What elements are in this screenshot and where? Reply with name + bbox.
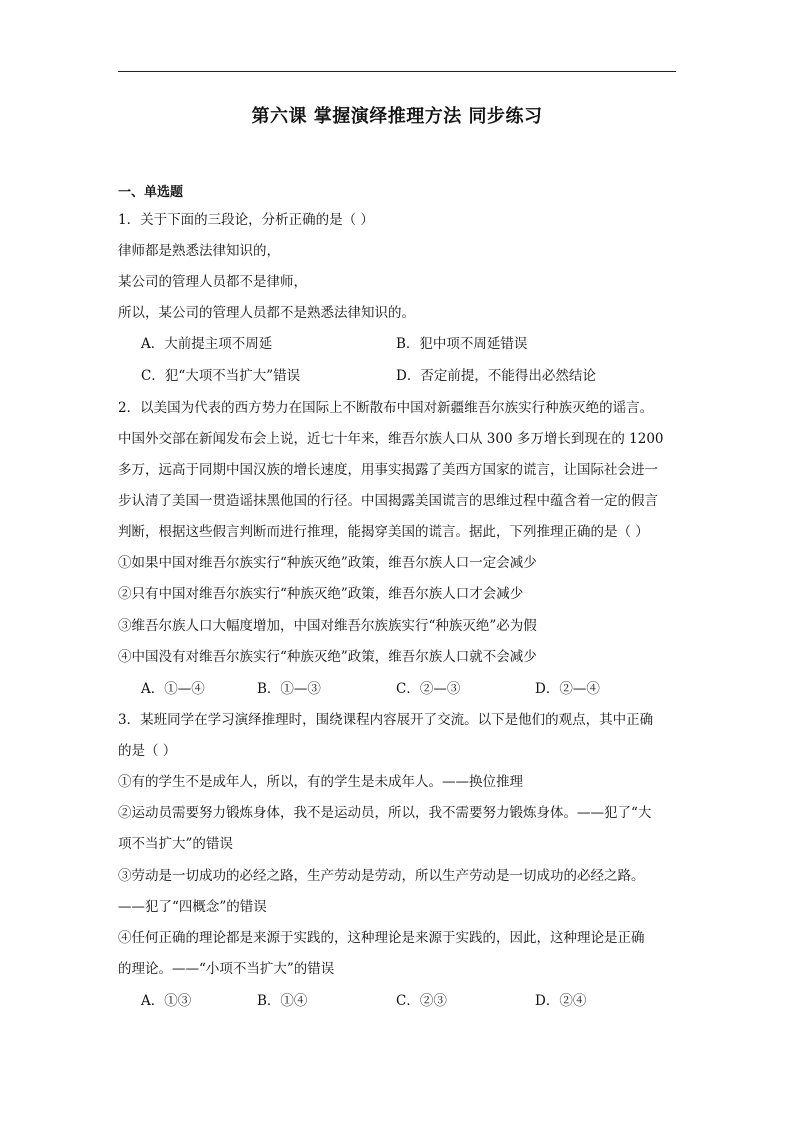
q1-line: 某公司的管理人员都不是律师， <box>118 274 307 290</box>
q2-option-a: A．①—④ <box>141 681 205 697</box>
q3-option-d: D．②④ <box>535 993 587 1009</box>
q2-option-d: D．②—④ <box>535 681 600 697</box>
q2-item: ③维吾尔族人口大幅度增加，中国对维吾尔族族实行“种族灭绝”必为假 <box>118 618 537 634</box>
q3-line: 3．某班同学在学习演绎推理时，围绕课程内容展开了交流。以下是他们的观点，其中正确 <box>118 712 654 728</box>
q2-item: ①如果中国对维吾尔族实行“种族灭绝”政策，维吾尔族人口一定会减少 <box>118 555 537 571</box>
q1-option-c: C．犯“大项不当扩大”错误 <box>141 368 301 384</box>
q2-line: 中国外交部在新闻发布会上说，近七十年来，维吾尔族人口从 300 多万增长到现在的 1200 <box>118 431 664 447</box>
q2-line: 判断，根据这些假言判断而进行推理，能揭穿美国的谎言。据此，下列推理正确的是（ ） <box>118 524 649 540</box>
q3-line: ④任何正确的理论都是来源于实践的，这种理论是来源于实践的，因此，这种理论是正确 <box>118 930 645 946</box>
q2-item: ②只有中国对维吾尔族实行“种族灭绝”政策，维吾尔族人口才会减少 <box>118 586 524 602</box>
q1-option-d: D．否定前提，不能得出必然结论 <box>396 368 596 384</box>
q2-item: ④中国没有对维吾尔族实行“种族灭绝”政策，维吾尔族人口就不会减少 <box>118 649 537 665</box>
q1-line: 律师都是熟悉法律知识的， <box>118 243 280 259</box>
q1-option-b: B．犯中项不周延错误 <box>396 336 528 352</box>
q2-line: 步认清了美国一贯造谣抹黑他国的行径。中国揭露美国谎言的思维过程中蕴含着一定的假言 <box>118 493 658 509</box>
q3-line: ①有的学生不是成年人，所以，有的学生是未成年人。——换位推理 <box>118 774 523 790</box>
q3-option-b: B．①④ <box>257 993 308 1009</box>
q3-line: 的是（ ） <box>118 743 177 759</box>
q3-line: ③劳动是一切成功的必经之路，生产劳动是劳动，所以生产劳动是一切成功的必经之路。 <box>118 868 645 884</box>
q3-line: 项不当扩大”的错误 <box>118 836 233 852</box>
section-heading: 一、单选题 <box>118 185 184 200</box>
q1-line: 所以，某公司的管理人员都不是熟悉法律知识的。 <box>118 305 415 321</box>
q3-line: 的理论。——“小项不当扩大”的错误 <box>118 961 335 977</box>
q3-line: ②运动员需要努力锻炼身体，我不是运动员，所以，我不需要努力锻炼身体。——犯了“大 <box>118 805 652 821</box>
q3-option-c: C．②③ <box>396 993 447 1009</box>
q2-line: 多万，远高于同期中国汉族的增长速度，用事实揭露了美西方国家的谎言，让国际社会进一 <box>118 462 658 478</box>
q3-option-a: A．①③ <box>141 993 192 1009</box>
page-title: 第六课 掌握演绎推理方法 同步练习 <box>251 106 543 127</box>
q1-stem: 1．关于下面的三段论，分析正确的是（ ） <box>118 212 374 228</box>
q1-option-a: A．大前提主项不周延 <box>141 336 273 352</box>
q2-line: 2．以美国为代表的西方势力在国际上不断散布中国对新疆维吾尔族实行种族灭绝的谣言。 <box>118 400 654 416</box>
q2-option-b: B．①—③ <box>257 681 321 697</box>
q3-line: ——犯了“四概念”的错误 <box>118 899 267 915</box>
header-rule <box>118 71 676 72</box>
q2-option-c: C．②—③ <box>396 681 461 697</box>
